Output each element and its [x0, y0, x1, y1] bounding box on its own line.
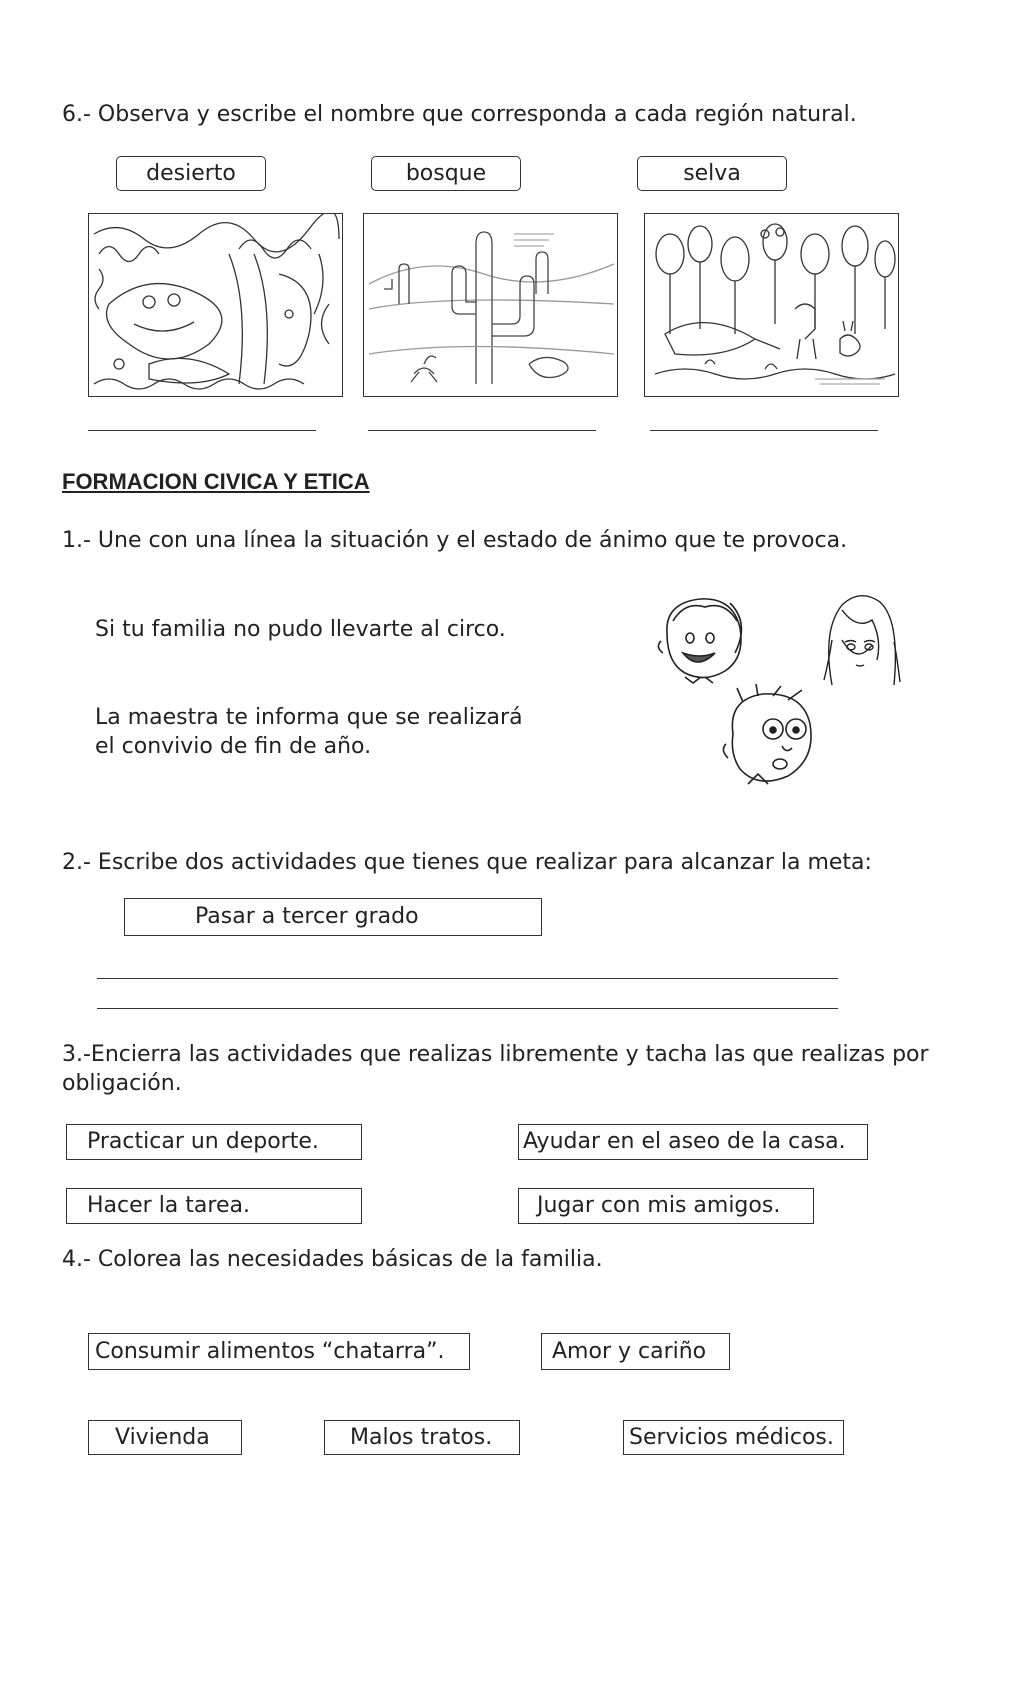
need-alimentos-chatarra[interactable]: Consumir alimentos “chatarra”.: [88, 1333, 470, 1370]
activity-line-2[interactable]: [97, 1008, 838, 1009]
cactus-illustration-icon: [364, 214, 616, 395]
q2-instruction: 2.- Escribe dos actividades que tienes que realizar para alcanzar la meta:: [62, 850, 872, 875]
desert-cactus-picture: [363, 213, 618, 397]
jungle-animals-picture: [88, 213, 343, 397]
activity-ayudar-aseo[interactable]: Ayudar en el aseo de la casa.: [518, 1124, 868, 1160]
forest-animals-picture: [644, 213, 899, 397]
q1-situation-2-line-2: el convivio de fin de año.: [95, 734, 372, 759]
answer-line-3[interactable]: [650, 430, 878, 431]
need-amor-carino[interactable]: Amor y cariño: [541, 1333, 730, 1370]
label-selva: selva: [637, 156, 787, 191]
q6-instruction: 6.- Observa y escribe el nombre que corresponda a cada región natural.: [62, 102, 857, 127]
forest-illustration-icon: [645, 214, 897, 395]
q4-instruction: 4.- Colorea las necesidades básicas de la familia.: [62, 1247, 603, 1272]
label-desierto: desierto: [116, 156, 266, 191]
answer-line-2[interactable]: [368, 430, 596, 431]
activity-practicar-deporte[interactable]: Practicar un deporte.: [66, 1124, 362, 1160]
goal-box: Pasar a tercer grado: [124, 898, 542, 936]
activity-jugar-amigos[interactable]: Jugar con mis amigos.: [518, 1188, 814, 1224]
activity-line-1[interactable]: [97, 978, 838, 979]
q1-situation-1: Si tu familia no pudo llevarte al circo.: [95, 617, 506, 642]
sad-girl-face-icon: [812, 590, 907, 690]
need-vivienda[interactable]: Vivienda: [88, 1420, 242, 1455]
section-heading: FORMACION CIVICA Y ETICA: [62, 469, 370, 494]
label-bosque: bosque: [371, 156, 521, 191]
q3-instruction-line-2: obligación.: [62, 1071, 182, 1096]
q1-situation-2-line-1: La maestra te informa que se realizará: [95, 705, 523, 730]
q3-instruction-line-1: 3.-Encierra las actividades que realizas libremente y tacha las que realizas por: [62, 1042, 929, 1067]
happy-boy-face-icon: [655, 593, 755, 685]
activity-hacer-tarea[interactable]: Hacer la tarea.: [66, 1188, 362, 1224]
q1-instruction: 1.- Une con una línea la situación y el estado de ánimo que te provoca.: [62, 528, 848, 553]
need-servicios-medicos[interactable]: Servicios médicos.: [623, 1420, 844, 1455]
need-malos-tratos[interactable]: Malos tratos.: [324, 1420, 520, 1455]
answer-line-1[interactable]: [88, 430, 316, 431]
jungle-illustration-icon: [89, 214, 341, 395]
surprised-boy-face-icon: [718, 684, 828, 794]
